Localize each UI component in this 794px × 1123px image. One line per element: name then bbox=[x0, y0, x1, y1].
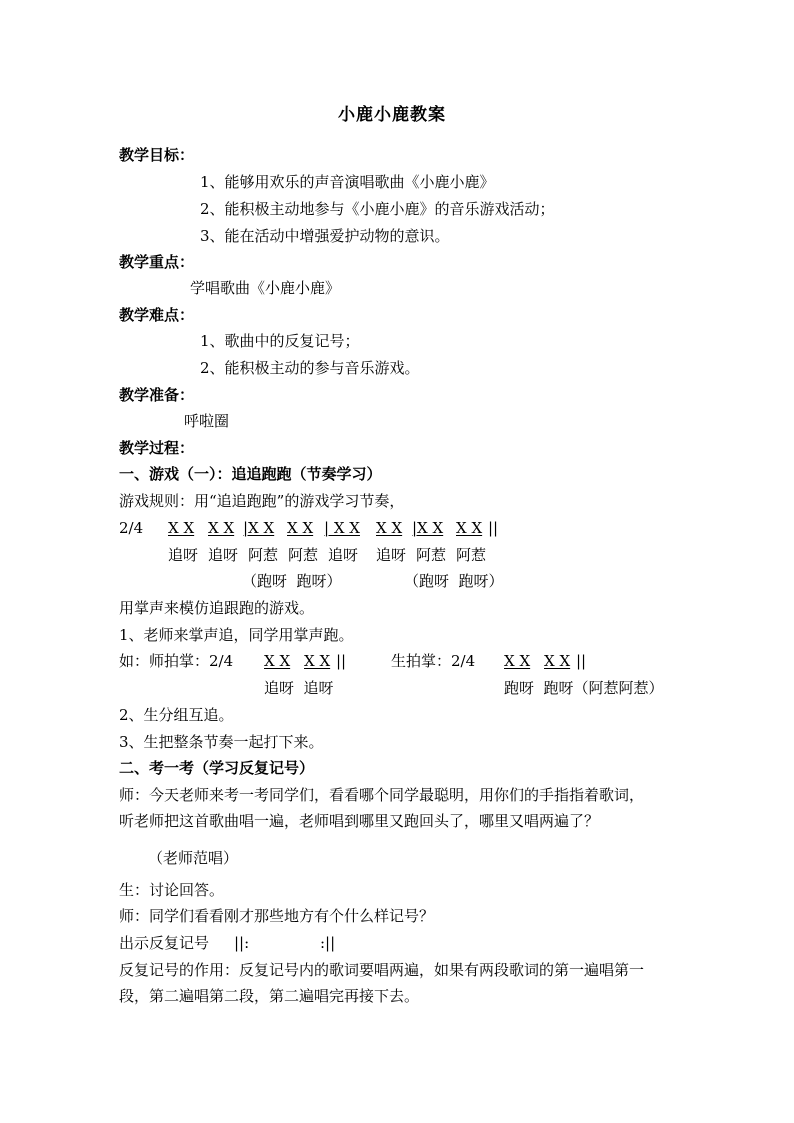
rhythm-note: | X X bbox=[324, 519, 360, 537]
student-answer: 生：讨论回答。 bbox=[119, 881, 225, 899]
rhythm-end-bar: || bbox=[488, 519, 499, 537]
goal-item-2: 2、能积极主动地参与《小鹿小鹿》的音乐游戏活动； bbox=[200, 200, 555, 218]
lyric-word: 阿惹 bbox=[288, 546, 319, 564]
teacher-lyrics: 追呀 追呀 bbox=[264, 679, 334, 697]
step-2: 2、生分组互追。 bbox=[119, 706, 234, 724]
lyric-word: 追呀 bbox=[168, 546, 199, 564]
difficulties-heading: 教学难点： bbox=[119, 306, 195, 324]
rhythm-note: X X bbox=[264, 652, 291, 670]
rhythm-end-bar: || bbox=[336, 652, 347, 670]
rhythm-note: X X bbox=[544, 652, 571, 670]
process-heading: 教学过程： bbox=[119, 439, 195, 457]
game-rule: 游戏规则：用“追追跑跑”的游戏学习节奏， bbox=[119, 492, 405, 510]
page-title: 小鹿小鹿教案 bbox=[338, 105, 446, 125]
preparation-text: 呼啦圈 bbox=[184, 412, 230, 430]
rhythm-note: X X bbox=[376, 519, 403, 537]
teacher-example: 如：师拍掌：2/4 bbox=[119, 652, 234, 670]
lyric-word: 阿惹 bbox=[416, 546, 447, 564]
rhythm-note: X X bbox=[287, 519, 314, 537]
lyric-alt: （跑呀 跑呀） bbox=[242, 572, 342, 590]
teacher-question: 师：同学们看看刚才那些地方有个什么样记号？ bbox=[119, 907, 435, 925]
paragraph-1b: 听老师把这首歌曲唱一遍，老师唱到哪里又跑回头了，哪里又唱两遍了？ bbox=[119, 812, 600, 830]
difficulty-item-1: 1、歌曲中的反复记号； bbox=[200, 332, 360, 350]
repeat-start-sign: ||: bbox=[234, 934, 250, 952]
lyric-word: 追呀 bbox=[208, 546, 239, 564]
rhythm-note: X X bbox=[456, 519, 483, 537]
time-signature: 2/4 bbox=[119, 519, 144, 537]
teacher-demo: （老师范唱） bbox=[148, 849, 239, 867]
difficulty-item-2: 2、能积极主动的参与音乐游戏。 bbox=[200, 359, 420, 377]
rhythm-note: |X X bbox=[243, 519, 275, 537]
rhythm-note: |X X bbox=[412, 519, 444, 537]
paragraph-2b: 段，第二遍唱第二段，第二遍唱完再接下去。 bbox=[119, 987, 420, 1005]
repeat-end-sign: :|| bbox=[320, 934, 336, 952]
lyric-word: 阿惹 bbox=[456, 546, 487, 564]
show-repeat-label: 出示反复记号 bbox=[119, 934, 210, 952]
section2-heading: 二、考一考（学习反复记号） bbox=[119, 759, 315, 777]
student-lyrics: 跑呀 跑呀（阿惹阿惹） bbox=[504, 679, 664, 697]
step-3: 3、生把整条节奏一起打下来。 bbox=[119, 733, 324, 751]
step-1: 1、老师来掌声追，同学用掌声跑。 bbox=[119, 626, 354, 644]
lyric-alt: （跑呀 跑呀） bbox=[404, 572, 504, 590]
goals-heading: 教学目标： bbox=[119, 146, 195, 164]
student-example: 生拍掌：2/4 bbox=[391, 652, 476, 670]
lyric-word: 阿惹 bbox=[248, 546, 279, 564]
key-points-heading: 教学重点： bbox=[119, 253, 195, 271]
rhythm-end-bar: || bbox=[576, 652, 587, 670]
clap-line: 用掌声来模仿追跟跑的游戏。 bbox=[119, 599, 315, 617]
lyric-word: 追呀 bbox=[376, 546, 407, 564]
goal-item-1: 1、能够用欢乐的声音演唱歌曲《小鹿小鹿》 bbox=[200, 173, 495, 191]
paragraph-2a: 反复记号的作用：反复记号内的歌词要唱两遍，如果有两段歌词的第一遍唱第一 bbox=[119, 961, 645, 979]
paragraph-1a: 师：今天老师来考一考同学们，看看哪个同学最聪明，用你们的手指指着歌词， bbox=[119, 786, 645, 804]
rhythm-note: X X bbox=[168, 519, 195, 537]
rhythm-note: X X bbox=[304, 652, 331, 670]
lyric-word: 追呀 bbox=[328, 546, 359, 564]
rhythm-note: X X bbox=[504, 652, 531, 670]
key-points-text: 学唱歌曲《小鹿小鹿》 bbox=[190, 279, 341, 297]
goal-item-3: 3、能在活动中增强爱护动物的意识。 bbox=[200, 227, 450, 245]
section1-heading: 一、游戏（一）：追追跑跑（节奏学习） bbox=[119, 465, 382, 483]
rhythm-note: X X bbox=[208, 519, 235, 537]
preparation-heading: 教学准备： bbox=[119, 386, 195, 404]
